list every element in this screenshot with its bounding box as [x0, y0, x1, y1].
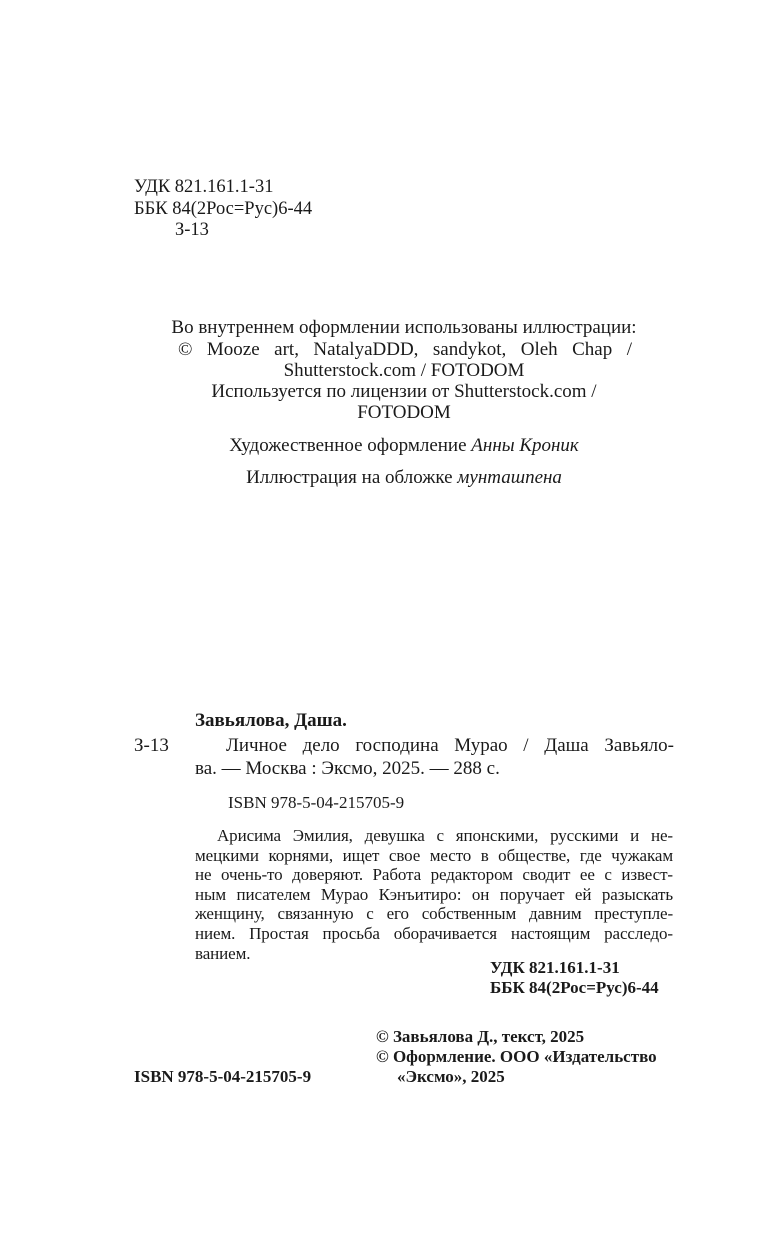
cover-credit-name: мунташпена — [457, 467, 562, 488]
udk-top: УДК 821.161.1-31 — [134, 177, 274, 197]
design-credit-name: Анны Кроник — [471, 435, 579, 456]
design-credit-label: Художественное оформление — [229, 435, 467, 456]
annotation-line-4: ным писателем Мурао Кэнъитиро: он поручает ей разыскать — [195, 884, 673, 904]
copyright-line-3: «Эксмо», 2025 — [397, 1067, 505, 1086]
annotation-line-5: женщину, связанную с его собственным давним преступле- — [195, 904, 673, 924]
annotation-line-7: ванием. — [195, 943, 251, 963]
credits-line-4: Используется по лицензии от Shutterstock.com / — [211, 381, 597, 402]
annotation-line-6: нием. Простая просьба оборачивается настоящим расследо- — [195, 923, 673, 943]
isbn-bottom: ISBN 978-5-04-215705-9 — [134, 1067, 312, 1086]
credits-line-5: FOTODOM — [357, 402, 451, 423]
catalog-code: З-13 — [134, 735, 169, 756]
catalog-isbn: ISBN 978-5-04-215705-9 — [228, 793, 405, 812]
credits-line-2: © Mooze art, NatalyaDDD, sandykot, Oleh Chap / — [178, 339, 632, 360]
cover-credit-label: Иллюстрация на обложке — [246, 467, 453, 488]
catalog-title-line-1: Личное дело господина Мурао / Даша Завьяло- — [226, 735, 674, 756]
annotation — [195, 826, 673, 963]
annotation-line-3: не очень-то доверяют. Работа редактором сводит ее с извест- — [195, 865, 673, 885]
catalog-author: Завьялова, Даша. — [195, 710, 347, 731]
annotation-line-1: Арисима Эмилия, девушка с японскими, русскими и не- — [217, 826, 673, 845]
cover-credit — [0, 466, 768, 490]
author-code-top: З-13 — [175, 220, 209, 240]
credits-line-3: Shutterstock.com / FOTODOM — [283, 360, 525, 381]
bbk-card: ББК 84(2Рос=Рус)6-44 — [490, 978, 659, 997]
copyright-line-2: © Оформление. ООО «Издательство — [376, 1047, 657, 1066]
bbk-top: ББК 84(2Рос=Рус)6-44 — [134, 199, 313, 219]
copyright-line-1: © Завьялова Д., текст, 2025 — [376, 1027, 585, 1046]
credits-line-1: Во внутреннем оформлении использованы иллюстрации: — [171, 317, 637, 338]
design-credit — [0, 434, 768, 458]
annotation-line-2: мецкими корнями, ищет свое место в обществе, где чужакам — [195, 845, 673, 865]
catalog-title-line-2: ва. — Москва : Эксмо, 2025. — 288 с. — [195, 758, 500, 779]
udk-card: УДК 821.161.1-31 — [490, 958, 620, 977]
